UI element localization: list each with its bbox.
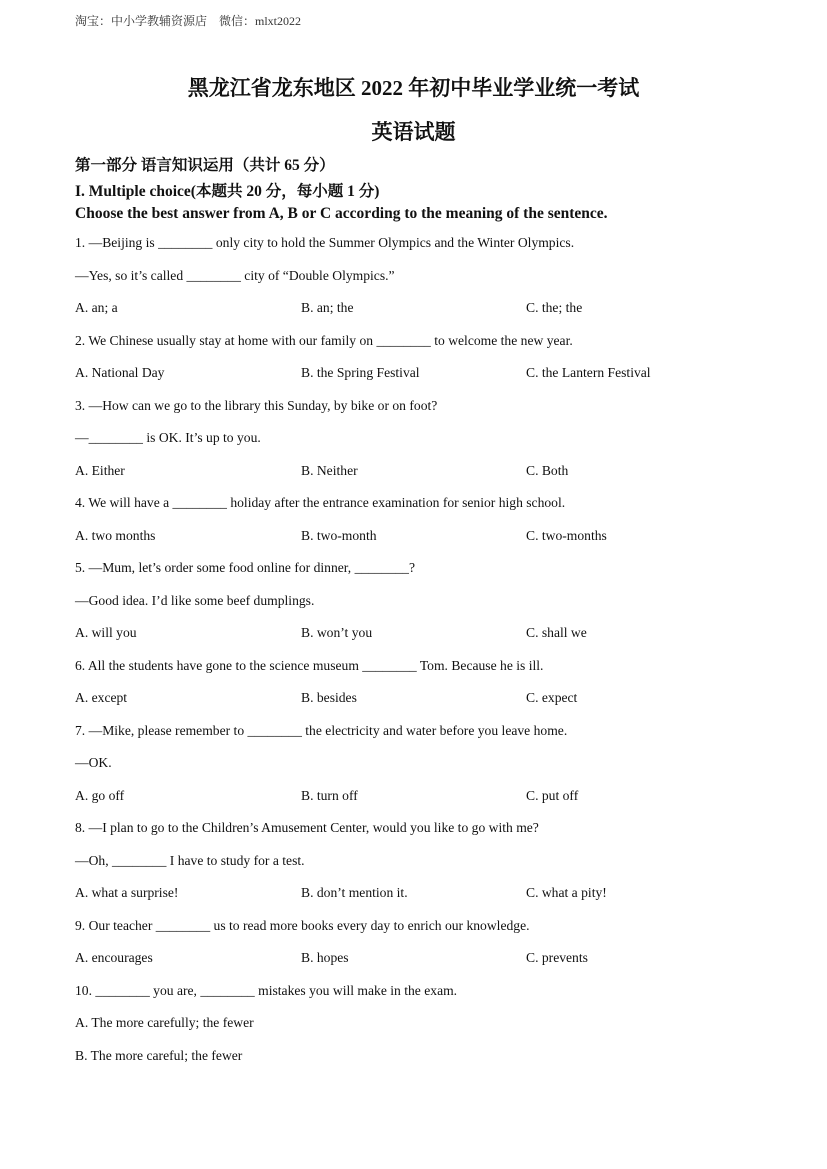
option-c[interactable]: C. prevents	[526, 950, 588, 965]
answer-options	[75, 950, 775, 970]
option-b[interactable]: B. don’t mention it.	[301, 885, 408, 900]
part-heading: 第一部分 语言知识运用（共计 65 分）	[75, 157, 335, 174]
option-b[interactable]: B. hopes	[301, 950, 349, 965]
question-line: 4. We will have a ________ holiday after the entrance examination for senior high school.	[75, 495, 566, 510]
question-line: 3. —How can we go to the library this Sunday, by bike or on foot?	[75, 398, 438, 413]
option-c[interactable]: C. expect	[526, 690, 578, 705]
option-b[interactable]: B. the Spring Festival	[301, 365, 420, 380]
option-c[interactable]: C. two-months	[526, 528, 607, 543]
question-line: 1. —Beijing is ________ only city to hold the Summer Olympics and the Winter Olympics.	[75, 235, 575, 250]
option-a[interactable]: A. The more carefully; the fewer	[75, 1015, 254, 1030]
answer-options	[75, 885, 775, 905]
option-b[interactable]: B. Neither	[301, 463, 358, 478]
option-c[interactable]: C. what a pity!	[526, 885, 607, 900]
question-line: 6. All the students have gone to the science museum ________ Tom. Because he is ill.	[75, 658, 544, 673]
question-line: —________ is OK. It’s up to you.	[75, 430, 261, 445]
question-line: 9. Our teacher ________ us to read more books every day to enrich our knowledge.	[75, 918, 530, 933]
answer-options	[75, 788, 775, 808]
option-a[interactable]: A. what a surprise!	[75, 885, 179, 900]
question-line: —Good idea. I’d like some beef dumplings.	[75, 593, 315, 608]
option-a[interactable]: A. two months	[75, 528, 156, 543]
option-b[interactable]: B. won’t you	[301, 625, 373, 640]
option-a[interactable]: A. an; a	[75, 300, 118, 315]
section-heading: I. Multiple choice(本题共 20 分，每小题 1 分)	[75, 183, 380, 200]
answer-options	[75, 625, 775, 645]
option-a[interactable]: A. Either	[75, 463, 125, 478]
question-line: 7. —Mike, please remember to ________ the electricity and water before you leave home.	[75, 723, 568, 738]
answer-options	[75, 463, 775, 483]
option-a[interactable]: A. encourages	[75, 950, 153, 965]
watermark-header: 淘宝：中小学教辅资源店 微信：mlxt2022	[75, 14, 302, 28]
option-a[interactable]: A. except	[75, 690, 128, 705]
option-b[interactable]: B. besides	[301, 690, 357, 705]
option-a[interactable]: A. go off	[75, 788, 125, 803]
question-line: —OK.	[75, 755, 112, 770]
option-c[interactable]: C. Both	[526, 463, 569, 478]
option-c[interactable]: C. the Lantern Festival	[526, 365, 651, 380]
option-c[interactable]: C. shall we	[526, 625, 587, 640]
instruction: Choose the best answer from A, B or C according to the meaning of the sentence.	[75, 205, 608, 222]
option-a[interactable]: A. will you	[75, 625, 137, 640]
question-line: —Oh, ________ I have to study for a test.	[75, 853, 305, 868]
option-c[interactable]: C. the; the	[526, 300, 583, 315]
option-b[interactable]: B. The more careful; the fewer	[75, 1048, 243, 1063]
exam-subtitle: 英语试题	[371, 120, 456, 144]
option-b[interactable]: B. two-month	[301, 528, 377, 543]
question-line: 5. —Mum, let’s order some food online for dinner, ________?	[75, 560, 415, 575]
option-b[interactable]: B. an; the	[301, 300, 354, 315]
question-line: —Yes, so it’s called ________ city of “Double Olympics.”	[75, 268, 395, 283]
option-a[interactable]: A. National Day	[75, 365, 165, 380]
question-line: 2. We Chinese usually stay at home with our family on ________ to welcome the new year.	[75, 333, 573, 348]
answer-options	[75, 365, 775, 385]
question-line: 8. —I plan to go to the Children’s Amusement Center, would you like to go with me?	[75, 820, 539, 835]
answer-options	[75, 528, 775, 548]
answer-options	[75, 690, 775, 710]
answer-options	[75, 300, 775, 320]
exam-title: 黑龙江省龙东地区 2022 年初中毕业学业统一考试	[187, 76, 640, 100]
question-line: 10. ________ you are, ________ mistakes you will make in the exam.	[75, 983, 458, 998]
option-b[interactable]: B. turn off	[301, 788, 358, 803]
option-c[interactable]: C. put off	[526, 788, 579, 803]
